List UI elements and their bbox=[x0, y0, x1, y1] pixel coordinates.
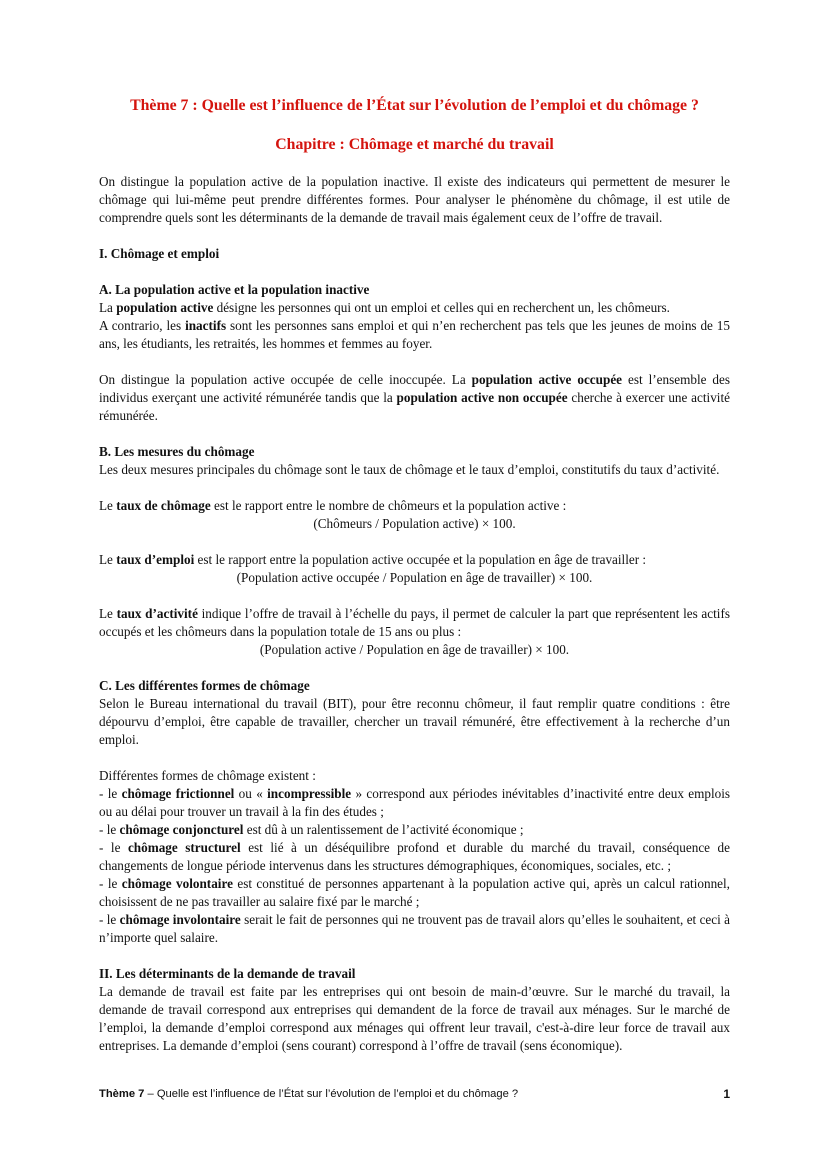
inactive-population-paragraph: A contrario, les inactifs sont les personnes sans emploi et qui n’en recherchent pas tels que les jeunes de moins de 15 ans, les étudiants, les retraités, les hommes et femmes au foyer. bbox=[99, 318, 730, 351]
employment-rate-formula: (Population active occupée / Population en âge de travailler) × 100. bbox=[236, 570, 593, 585]
list-item-structural: - le chômage structurel est lié à un déséquilibre profond et durable du marché du travail, conséquence de changements de longue période intervenus dans les structures démographiques, économiques, sociales, etc. ; bbox=[99, 840, 730, 873]
page-content bbox=[99, 96, 730, 1055]
activity-rate-paragraph: Le taux d’activité indique l’offre de travail à l’échelle du pays, il permet de calculer la part que représentent les actifs occupés et les chômeurs dans la population totale de 15 ans ou plus : bbox=[99, 606, 730, 639]
activity-rate-formula: (Population active / Population en âge de travailler) × 100. bbox=[259, 642, 570, 657]
list-item-frictional: - le chômage frictionnel ou « incompressible » correspond aux périodes inévitables d’inactivité entre deux emplois ou au délai pour trouver un travail à la fin des études ; bbox=[99, 786, 731, 819]
list-item-cyclical: - le chômage conjoncturel est dû à un ralentissement de l’activité économique ; bbox=[99, 822, 524, 837]
intro-paragraph: On distingue la population active de la population inactive. Il existe des indicateurs qui permettent de mesurer le chômage qui lui-même peut prendre différentes formes. Pour analyser le phénomène du chômage, il est utile de comprendre quels sont les déterminants de la demande de travail mais également ceux de l’offre de travail. bbox=[99, 174, 730, 225]
chapter-title: Chapitre : Chômage et marché du travail bbox=[275, 136, 554, 153]
subsection-a-heading: A. La population active et la population inactive bbox=[99, 282, 370, 297]
document-title: Thème 7 : Quelle est l’influence de l’État sur l’évolution de l’emploi et du chômage ? bbox=[130, 97, 699, 114]
measures-paragraph: Les deux mesures principales du chômage sont le taux de chômage et le taux d’emploi, constitutifs du taux d’activité. bbox=[99, 462, 720, 477]
active-population-paragraph: La population active désigne les personnes qui ont un emploi et celles qui en recherchent un, les chômeurs. bbox=[99, 300, 670, 315]
subsection-c-heading: C. Les différentes formes de chômage bbox=[99, 678, 310, 693]
subsection-b-heading: B. Les mesures du chômage bbox=[99, 444, 255, 459]
list-item-involuntary: - le chômage involontaire serait le fait de personnes qui ne trouvent pas de travail alors qu’elles le souhaitent, et ceci à n’importe quel salaire. bbox=[99, 912, 731, 945]
employment-rate-paragraph: Le taux d’emploi est le rapport entre la population active occupée et la population en âge de travailler : bbox=[99, 552, 647, 567]
labour-demand-paragraph: La demande de travail est faite par les entreprises qui ont besoin de main-d’œuvre. Sur le marché du travail, la demande de travail correspond aux entreprises qui demandent de la force de travail aux ménages. Sur le marché de l’emploi, la demande d’emploi correspond aux ménages qui offrent leur travail, c'est-à-dire leur force de travail aux entreprises. La demande d’emploi (sens courant) correspond à l’offre de travail (sens économique). bbox=[99, 984, 730, 1053]
bit-conditions-paragraph: Selon le Bureau international du travail (BIT), pour être reconnu chômeur, il faut remplir quatre conditions : être dépourvu d’emploi, être capable de travailler, chercher un travail rémunéré, être effectivement à la recherche d’un emploi. bbox=[99, 696, 730, 747]
page-footer bbox=[99, 1086, 730, 1102]
unemployment-rate-formula: (Chômeurs / Population active) × 100. bbox=[313, 516, 516, 531]
section-2-heading: II. Les déterminants de la demande de travail bbox=[99, 966, 356, 981]
section-1-heading: I. Chômage et emploi bbox=[99, 246, 220, 261]
occupied-population-paragraph: On distingue la population active occupée de celle inoccupée. La population active occupée est l’ensemble des individus exerçant une activité rémunérée tandis que la population active non occupée cherche à exercer une activité rémunérée. bbox=[99, 372, 731, 423]
footer-theme-label: Thème 7 bbox=[99, 1088, 145, 1100]
forms-intro-paragraph: Différentes formes de chômage existent : bbox=[99, 768, 316, 783]
list-item-voluntary: - le chômage volontaire est constitué de personnes appartenant à la population active qui, après un calcul rationnel, choisissent de ne pas travailler au salaire fixé par le marché ; bbox=[99, 876, 730, 909]
footer-theme-title: – Quelle est l’influence de l’État sur l’évolution de l’emploi et du chômage ? bbox=[144, 1088, 519, 1100]
page-number: 1 bbox=[723, 1087, 730, 1101]
unemployment-rate-paragraph: Le taux de chômage est le rapport entre le nombre de chômeurs et la population active : bbox=[99, 498, 567, 513]
